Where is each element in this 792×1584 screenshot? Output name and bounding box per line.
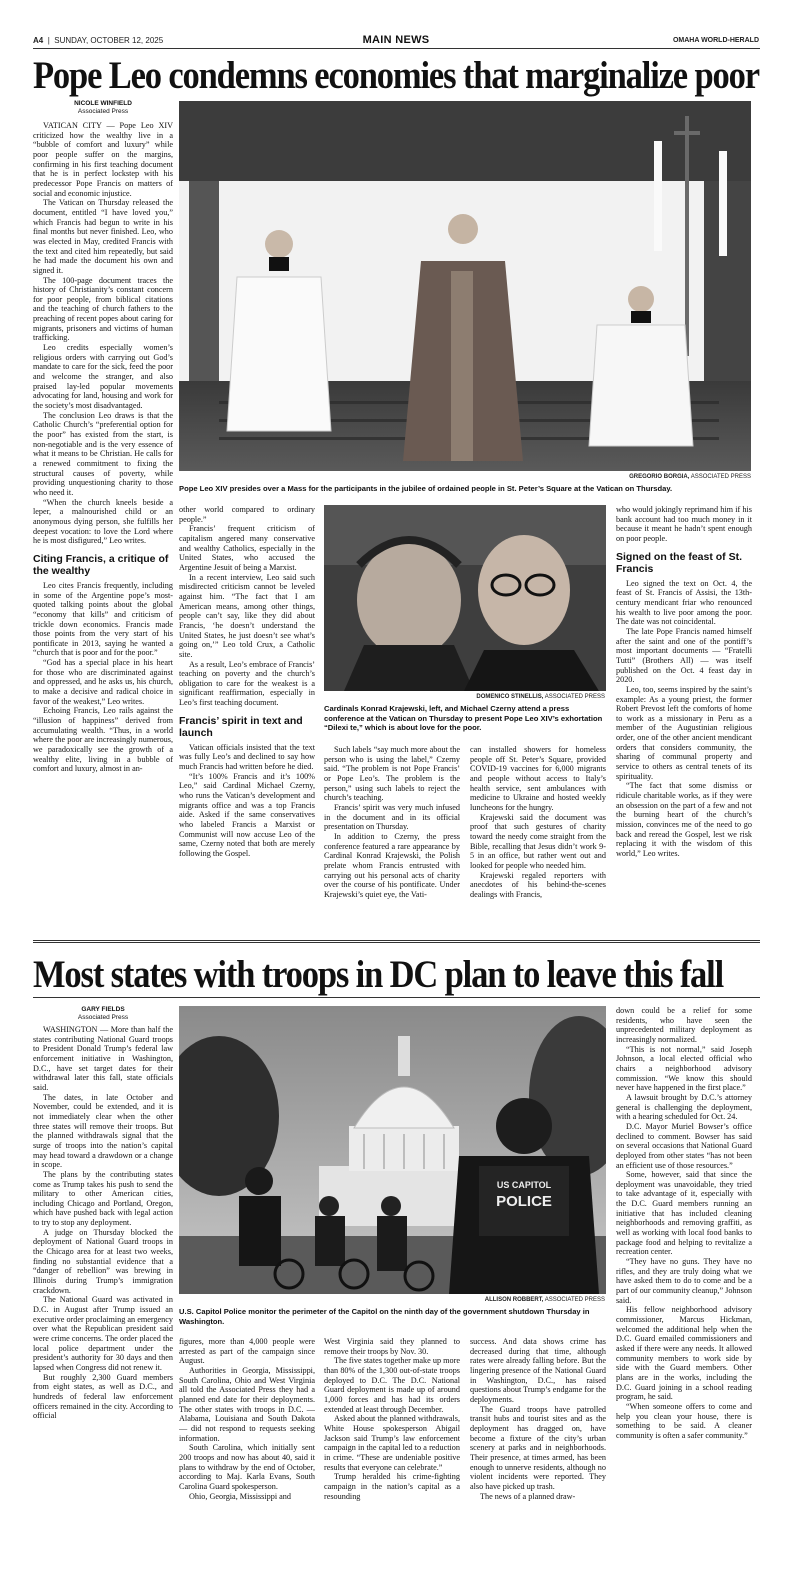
subhead-francis-spirit: Francis’ spirit in text and launch xyxy=(179,714,303,739)
story1-byline-org: Associated Press xyxy=(77,108,129,116)
page-number: A4 xyxy=(33,36,44,45)
story1-photo2-credit xyxy=(476,694,605,700)
paragraph: Francis’ frequent criticism of capitalism angered many conservative and wealthy Catholics, especially in the United States, who accused the Argentine Jesuit of being a Marxist. xyxy=(179,524,315,572)
paragraph: His fellow neighborhood advisory commissioner, Marcus Hickman, welcomed the additional help when the D.C. Guard emailed commissioners and asked if there were any needs. It allowed community members to work side by side with the Guard members. Other plans are in the works, including the D.C. Guard joining in a school reading program, he said. xyxy=(616,1305,752,1402)
story2-headline: Most states with troops in DC plan to leave this fall xyxy=(33,953,724,996)
paragraph: The late Pope Francis named himself after the saint and one of the pontiff’s most important documents — “Fratelli Tutti” (Brothers All) — was itself published on the Oct. 4 feast day in 2020. xyxy=(616,626,752,685)
story1-photo2-caption: Cardinals Konrad Krajewski, left, and Michael Czerny attend a press conference at the Vatican on Thursday to present Pope Leo XIV’s exhortation “Dilexi te,” which is about love for the poor. xyxy=(324,704,603,732)
story2-capitol-photo xyxy=(179,1006,606,1294)
photo-agency: ASSOCIATED PRESS xyxy=(544,694,605,700)
story2-byline-org: Associated Press xyxy=(77,1014,129,1022)
paragraph: “God has a special place in his heart for those who are discriminated against and oppressed, and he asks us, his church, to make a decisive and radical choice in favor of the weakest,” Leo writes. xyxy=(33,658,173,706)
story1-column-4 xyxy=(470,745,606,933)
story2-photo-credit xyxy=(485,1297,605,1303)
paragraph: Leo signed the text on Oct. 4, the feast of St. Francis of Assisi, the 13th-century mendicant friar who renounced his wealth to live poor among the poor. The date was not coincidental. xyxy=(616,578,752,627)
story1-cardinals-photo xyxy=(324,505,606,691)
paragraph: “It’s 100% Francis and it’s 100% Leo,” said Cardinal Michael Czerny, who runs the Vatican’s development and migrants office and was a top Francis aide. Asked if the same conservatives who labeled Francis a Marxist or Communist will now accuse Leo of the same, Czerny noted that both are merely following the Gospel. xyxy=(179,771,315,858)
paragraph: Trump heralded his crime-fighting campaign in the nation’s capital as a resounding xyxy=(324,1472,460,1501)
paragraph: Ohio, Georgia, Mississippi and xyxy=(189,1491,291,1501)
story1-main-photo xyxy=(179,101,751,471)
paragraph: figures, more than 4,000 people were arrested as part of the campaign since August. xyxy=(179,1337,315,1366)
paper-name: OMAHA WORLD-HERALD xyxy=(672,37,759,44)
photographer-name: ALLISON ROBBERT, xyxy=(484,1297,544,1303)
section-name: MAIN NEWS xyxy=(362,34,430,46)
paragraph: WASHINGTON — More than half the states contributing National Guard troops to President Donald Trump’s federal law enforcement initiative in Washington, D.C., have set target dates for their withdrawal later this fall, state officials said. xyxy=(33,1025,173,1092)
paragraph: D.C. Mayor Muriel Bowser’s office declined to comment. Bowser has said on several occasions that National Guard deployed from other states “has not been an efficient use of those resources.” xyxy=(616,1121,752,1170)
story2-photo-caption: U.S. Capitol Police monitor the perimeter of the Capitol on the ninth day of the government shutdown Thursday in Washington. xyxy=(179,1307,590,1326)
paragraph: As a result, Leo’s embrace of Francis’ teaching on poverty and the church’s obligation to care for the weakest is a significant reaffirmation, especially in Leo’s first teaching document. xyxy=(179,659,315,708)
paragraph: Asked about the planned withdrawals, White House spokesperson Abigail Jackson said Trump’s law enforcement campaign in the capital led to a reduction in crime. “These are undeniable positive results that everyone can celebrate.” xyxy=(324,1414,460,1472)
vest-label-bottom: POLICE xyxy=(496,1193,552,1210)
paragraph: Such labels “say much more about the person who is using the label,” Czerny said. “The problem is not Pope Francis’ or Pope Leo’s. The problem is the person,” using such labels to reject the church’s teaching. xyxy=(324,745,460,803)
paragraph: The 100-page document traces the history of Christianity’s constant concern for poor people, from biblical citations and the teaching of church fathers to the preaching of recent popes about caring for migrants, prisoners and victims of human trafficking. xyxy=(33,275,173,343)
paragraph: The conclusion Leo draws is that the Catholic Church’s “preferential option for the poor” has existed from the start, is non-negotiable and is the very essence of what it means to be Christian. He calls for a renewed commitment to fixing the structural causes of poverty, while providing unquestioning charity to those who need it. xyxy=(33,410,173,497)
paragraph: In addition to Czerny, the press conference featured a rare appearance by Cardinal Konrad Krajewski, the Polish prelate whom Francis entrusted with carrying out his personal acts of charity over the course of his pontificate. Under Krajewski’s quiet eye, the Vati- xyxy=(324,831,460,899)
story1-column-3 xyxy=(324,745,460,933)
mass-photo-illustration xyxy=(179,101,751,471)
story1-headline: Pope Leo condemns economies that marginalize poor xyxy=(33,54,759,97)
paragraph: Vatican officials insisted that the text was fully Leo’s and declined to say how much Francis had written before he died. xyxy=(179,742,315,772)
paragraph: Leo credits especially women’s religious orders with carrying out God’s mandate to care for the sick, feed the poor and welcome the stranger, and also praised lay-led popular movements advocating for land, housing and work for the society’s most disadvantaged. xyxy=(33,343,173,411)
photographer-name: DOMENICO STINELLIS, xyxy=(476,694,544,700)
photo-agency: ASSOCIATED PRESS xyxy=(544,1297,605,1303)
paragraph: But roughly 2,300 Guard members from eight states, as well as D.C., and hundreds of federal law enforcement officers remained in the city. According to official xyxy=(33,1372,173,1421)
paragraph: The Vatican on Thursday released the document, entitled “I have loved you,” which Francis had begun to write in his final months but never finished. Leo, who was elected in May, credited Francis with the text and cited him repeatedly, but said he had made the document his own and signed it. xyxy=(33,198,173,275)
paragraph: “The fact that some dismiss or ridicule charitable works, as if they were an obsession on the part of a few and not the burning heart of the church’s mission, convinces me of the need to go back and reread the Gospel, lest we risk replacing it with the wisdom of this world,” Leo writes. xyxy=(616,781,752,858)
paragraph: success. And data shows crime has decreased during that time, although rates were already falling before. But the lingering presence of the National Guard in Washington, D.C., has raised questions about Trump’s endgame for the deployments. xyxy=(470,1337,606,1404)
story-divider xyxy=(33,940,760,943)
paragraph: A judge on Thursday blocked the deployment of National Guard troops in the Chicago area for at least two weeks, finding no substantial evidence that a “danger of rebellion” was brewing in Illinois during Trump’s immigration crackdown. xyxy=(33,1227,173,1295)
paragraph: The dates, in late October and November, could be extended, and it is not immediately clear when the other three states will remove their troops. But the planned withdrawals signal that the surge of troops into the nation’s capital may head toward a drawdown or a change in scope. xyxy=(33,1092,173,1170)
story2-headline-rule xyxy=(33,997,760,998)
header-rule xyxy=(33,48,760,49)
paragraph: Francis’ spirit was very much infused in the document and in its official presentation on Thursday. xyxy=(324,802,460,832)
story1-column-1 xyxy=(33,121,173,933)
cardinals-photo-illustration xyxy=(324,505,606,691)
vest-label-top: US CAPITOL xyxy=(496,1180,552,1190)
paragraph: In a recent interview, Leo said such misdirected criticism cannot be leveled against him. “The fact that I am American means, among other things, people can’t say, like they did about Francis, ‘he doesn’t understand the United States, he just doesn’t see what’s going on,’” Leo told Crux, a Catholic site. xyxy=(179,572,315,659)
story2-column-4 xyxy=(470,1337,606,1565)
story1-photo1-credit xyxy=(629,474,751,480)
paragraph: The Guard troops have patrolled transit hubs and tourist sites and as the deployment has dragged on, have become a fixture of the city’s urban scenery at parks and in neighborhoods. Their presence, at times armed, has been enough to unnerve residents, although no violent incidents were reported. They also have picked up trash. xyxy=(470,1404,606,1491)
paragraph: West Virginia said they planned to remove their troops by Nov. 30. xyxy=(324,1337,460,1356)
paragraph: “They have no guns. They have no rifles, and they are truly doing what we have asked them to do to come and be a part of our community cleanup,” Johnson said. xyxy=(616,1257,752,1305)
paragraph: Echoing Francis, Leo rails against the “illusion of happiness” derived from accumulating wealth. “Thus, in a world where the poor are increasingly numerous, we paradoxically see the growth of a wealthy elite, living in a bubble of comfort and luxury, almost in an- xyxy=(33,706,173,774)
folio-separator: | xyxy=(45,36,52,45)
story2-byline xyxy=(33,1006,173,1022)
paragraph: Some, however, said that since the deployment was unavoidable, they tried to take advantage of it, especially with the D.C. Guard members running an initiative that has included cleaning neighborhoods and removing graffiti, as well as working with local food banks to package food and helping to revitalize a recreation center. xyxy=(616,1170,752,1257)
paragraph: VATICAN CITY — Pope Leo XIV criticized how the wealthy live in a “bubble of comfort and luxury” while poor people suffer on the margins, confirming in his first teaching document that he is in perfect lockstep with his predecessor Pope Francis on matters of social and economic injustice. xyxy=(33,121,173,198)
paragraph: “When the church kneels beside a leper, a malnourished child or an anonymous dying person, she fulfills her deepest vocation: to love the Lord where he is most disfigured,” Leo writes. xyxy=(33,497,173,546)
paragraph: who would jokingly reprimand him if his bank account had too much money in it because it meant he hadn’t spent enough on poor people. xyxy=(616,505,752,543)
story2-column-3 xyxy=(324,1337,460,1565)
story2-column-2 xyxy=(179,1337,315,1565)
paragraph: Leo, too, seems inspired by the saint’s example: As a young priest, the former Robert Prevost left the comforts of home to work as a missionary in Peru as a member of the Augustinian religious order, one of the other ancient mendicant orders that considers community, the sharing of communal property and service to others as central tenets of its spirituality. xyxy=(616,684,752,781)
story2-column-5 xyxy=(616,1006,752,1565)
story1-column-2 xyxy=(179,505,315,933)
paragraph: “When someone offers to come and help you clean your house, there is something to be said. A cleaner community is often a safer community.” xyxy=(616,1401,752,1440)
paragraph: Krajewski regaled reporters with anecdotes of his behind-the-scenes dealings with Francis, xyxy=(470,870,606,899)
story2-byline-name: GARY FIELDS xyxy=(81,1006,125,1013)
story2-column-1 xyxy=(33,1025,173,1565)
photo-agency: ASSOCIATED PRESS xyxy=(690,474,751,480)
paragraph: other world compared to ordinary people.” xyxy=(179,505,315,524)
paragraph: Authorities in Georgia, Mississippi, South Carolina, Ohio and West Virginia all told the Associated Press they had a planned end date for their deployments. The other states with troops in D.C. — Alabama, Louisiana and South Dakota — did not respond to requests seeking information. xyxy=(179,1365,315,1443)
story1-byline xyxy=(33,100,173,116)
page-date: SUNDAY, OCTOBER 12, 2025 xyxy=(54,36,164,45)
paragraph: The five states together make up more than 80% of the 1,300 out-of-state troops deployed to D.C. The D.C. National Guard deployment is made up of around 1,000 forces and has had its orders extended at least through December. xyxy=(324,1356,460,1414)
paragraph: down could be a relief for some residents, who have seen the unprecedented military deployment as increasingly normalized. xyxy=(616,1006,752,1044)
paragraph: South Carolina, which initially sent 200 troops and now has about 40, said it plans to withdraw by the end of October, according to Maj. Karla Evans, South Carolina Guard spokesperson. xyxy=(179,1443,315,1491)
story1-column-5 xyxy=(616,505,752,933)
subhead-citing-francis: Citing Francis, a critique of the wealthy xyxy=(33,552,169,577)
paragraph: The National Guard was activated in D.C. in August after Trump issued an executive order proclaiming an emergency over what the Republican president said were crime concerns. The order placed the local police department under the president’s authority for 30 days and then lapsed when Congress did not renew it. xyxy=(33,1295,173,1372)
paragraph: The plans by the contributing states come as Trump takes his push to send the military to other American cities, including Chicago and Portland, Oregon, which have pushed back with legal action to try to stop any deployment. xyxy=(33,1169,173,1228)
paragraph: Leo cites Francis frequently, including in some of the Argentine pope’s most-quoted talking points about the global “economy that kills” and criticism of trickle down economics. Francis made those points from the very start of his pontificate in 2013, saying he wanted a “church that is poor and for the poor.” xyxy=(33,580,173,658)
subhead-feast-st-francis: Signed on the feast of St. Francis xyxy=(616,550,743,575)
paragraph: A lawsuit brought by D.C.’s attorney general is challenging the deployment, with a hearing scheduled for Oct. 24. xyxy=(616,1092,752,1122)
photographer-name: GREGORIO BORGIA, xyxy=(629,474,690,480)
paragraph: can installed showers for homeless people off St. Peter’s Square, provided COVID-19 vaccines for 6,000 migrants and people without access to Italy’s health service, sent ambulances with medicine to Ukraine and hosted weekly luncheons for the hungry. xyxy=(470,745,606,812)
paragraph: Krajewski said the document was proof that such gestures of charity toward the needy come straight from the Bible, recalling that Jesus didn’t work 9-5 in an office, but rather went out and looked for people who needed him. xyxy=(470,812,606,870)
paragraph: “This is not normal,” said Joseph Johnson, a local elected official who chairs a neighborhood advisory commission. “We know this should never have happened in the first place.” xyxy=(616,1044,752,1093)
story1-photo1-caption: Pope Leo XIV presides over a Mass for the participants in the jubilee of ordained people in St. Peter’s Square at the Vatican on Thursday. xyxy=(179,484,673,493)
paragraph: The news of a planned draw- xyxy=(480,1491,576,1501)
capitol-photo-illustration xyxy=(179,1006,606,1294)
story1-byline-name: NICOLE WINFIELD xyxy=(74,100,132,107)
